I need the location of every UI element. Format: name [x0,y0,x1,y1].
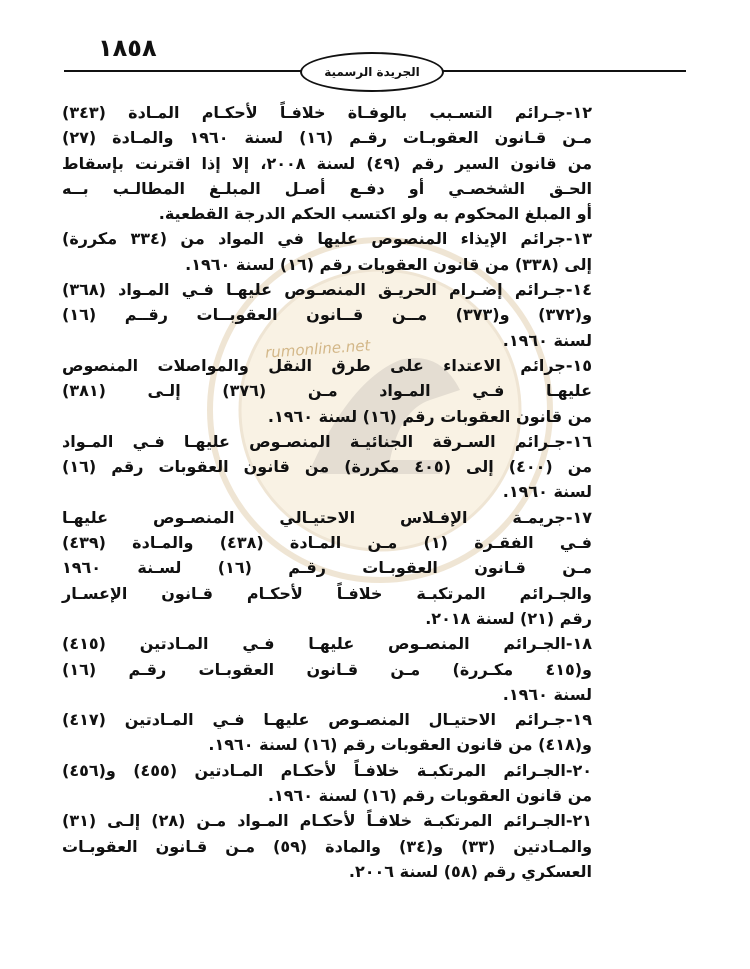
list-item [62,100,592,226]
page-number: ١٨٥٨ [98,34,157,62]
text-line: إلى (٣٣٨) من قانون العقوبات رقم (١٦) لسنة ١٩٦٠. [185,254,592,274]
text-line: ٢١-الجـرائم المرتكبـة خلافـاً لأحكـام المـواد مـن (٢٨) إلـى (٣١) [62,811,592,831]
text-line: من قانون العقوبات رقم (١٦) لسنة ١٩٦٠. [267,406,592,426]
text-line: من قانون العقوبات رقم (١٦) لسنة ١٩٦٠. [267,786,592,806]
list-item [62,631,592,707]
text-line: ١٣-جرائم الإيذاء المنصوص عليها في المواد من (٣٣٤ مكررة) [62,229,593,249]
text-line: من (٤٠٠) إلى (٤٠٥ مكررة) من قانون العقوبات رقم (١٦) [62,457,593,477]
text-line: العسكري رقم (٥٨) لسنة ٢٠٠٦. [348,861,592,881]
list-item [62,277,592,353]
watermark-text: rumonline.net [264,336,371,362]
text-line: ٢٠-الجـرائم المرتكبـة خلافـاً لأحكـام المـادتين (٤٥٥) و(٤٥٦) [62,760,593,780]
text-line: لسنة ١٩٦٠. [502,482,592,502]
text-line: والجـرائم المرتكبـة خلافـاً لأحكـام قـانون الإعسـار [62,583,592,603]
text-line: ١٦-جـرائم السـرقة الجنائيـة المنصـوص عليهـا فـي المـواد [62,431,592,451]
list-item [62,707,592,758]
gazette-title: الجريدة الرسمية [324,65,420,79]
text-line: ١٤-جـرائم إضـرام الحريـق المنصـوص عليهـا فـي المـواد (٣٦٨) [62,280,592,300]
text-line: ١٥-جرائم الاعتداء على طرق النقل والمواصلات المنصوص [62,355,592,375]
text-line: أو المبلغ المحكوم به ولو اكتسب الحكم الدرجة القطعية. [158,204,592,224]
list-item [62,429,592,505]
list-item [62,808,592,884]
text-line: فـي الفقـرة (١) مـن المـادة (٤٣٨) والمـادة (٤٣٩) [62,533,592,553]
text-line: ١٩-جـرائم الاحتيـال المنصـوص عليهـا فـي المـادتين (٤١٧) [62,710,592,730]
text-line: والمـادتين (٣٣) و(٣٤) والمادة (٥٩) مـن قـانون العقوبـات [62,836,593,856]
list-item [62,505,592,631]
text-line: لسنة ١٩٦٠. [502,330,592,350]
text-line: و(٤١٨) من قانون العقوبات رقم (١٦) لسنة ١٩٦٠. [208,735,592,755]
text-line: ١٨-الجـرائم المنصـوص عليهـا فـي المـادتين (٤١٥) [62,634,592,654]
text-line: مـن قـانون العقوبـات رقـم (١٦) لسـنة ١٩٦٠ [62,558,592,578]
list-item [62,353,592,429]
text-line: الحـق الشخصـي أو دفـع أصـل المبلـغ المطالـب بــه [62,178,592,198]
text-line: مـن قـانون العقوبـات رقـم (١٦) لسنة ١٩٦٠ والمـادة (٢٧) [62,128,592,148]
header-title-oval [300,52,444,92]
text-line: رقم (٢١) لسنة ٢٠١٨. [425,608,592,628]
text-line: من قانون السير رقم (٤٩) لسنة ٢٠٠٨، إلا إذا اقترنت بإسقاط [62,153,592,173]
list-item [62,758,592,809]
text-line: و(٣٧٢) و(٣٧٣) مــن قــانون العقوبــات رقــم (١٦) [62,305,593,325]
text-line: لسنة ١٩٦٠. [502,684,592,704]
text-line: و(٤١٥ مكـررة) مـن قـانون العقوبـات رقـم (١٦) [62,659,592,679]
text-line: ١٢-جـرائم التسـبب بالوفـاة خلافـاً لأحكـام المـادة (٣٤٣) [62,103,592,122]
list-item [62,226,592,277]
text-line: ١٧-جريمـة الإفـلاس الاحتيـالي المنصـوص عليهـا [62,507,592,527]
legal-text-body [62,100,592,884]
text-line: عليهـا فـي المـواد مـن (٣٧٦) إلـى (٣٨١) [62,381,592,401]
